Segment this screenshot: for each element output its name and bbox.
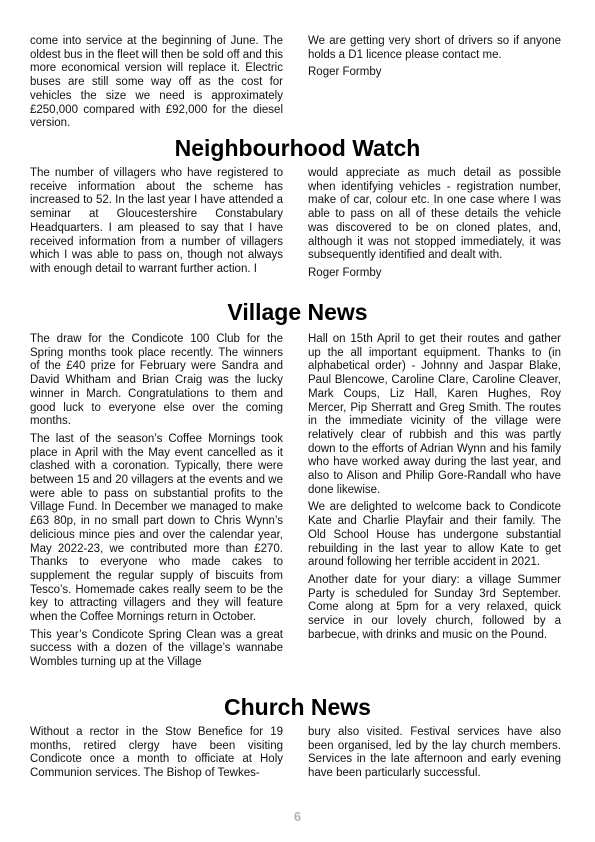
author-signature: Roger Formby [308,66,382,79]
church-news-left-column [30,726,283,785]
paragraph: The number of villagers who have registered to receive information about the scheme has increased to 52. In the last year I have attended a seminar at Gloucestershire Constabulary Headquarters. I am pleased to say that I have received information from a number of villagers which I was able to pass on, though not always with enough detail to warrant further action. I [30,167,283,275]
paragraph: bury also visited. Festival services have also been organised, led by the lay church members. Services in the late afternoon and early evening have been particularly successful. [308,726,561,780]
neighbourhood-watch-left-column [30,167,283,281]
paragraph: We are delighted to welcome back to Condicote Kate and Charlie Playfair and their family. The Old School House has undergone substantial rebuilding in the last year to allow Kate to get around following her terrible accident in 2021. [308,501,561,569]
paragraph: would appreciate as much detail as possible when identifying vehicles - registration number, make of car, colour etc. In one case where I was able to pass on all of these details the vehicle was discovered to be on cloned plates, and, although it was not stopped immediately, it was subsequently identified and dealt with. [308,167,561,262]
paragraph: We are getting very short of drivers so if anyone holds a D1 licence please contact me. [308,35,561,61]
author-signature: Roger Formby [308,266,382,279]
church-news-heading: Church News [224,694,371,720]
paragraph: Without a rector in the Stow Benefice for 19 months, retired clergy have been visiting Condicote once a month to officiate at Holy Communion services. The Bishop of Tewkes- [30,726,283,780]
paragraph: The draw for the Condicote 100 Club for the Spring months took place recently. The winners of the £40 prize for February were Sandra and David Whitham and Brian Craig was the lucky winner in March. Congratulations to them and good luck to everyone else over the coming months. [30,333,283,428]
paragraph: The last of the season’s Coffee Mornings took place in April with the May event cancelled as it clashed with a coronation. Typically, there were between 15 and 20 villagers at the events and we were able to pass on substantial profits to the Village Fund. In December we managed to make £63 80p, in no small part down to Chris Wynn’s delicious mince pies and over the calendar year, May 2022-23, we contributed more than £270. Thanks to everyone who made cakes to supplement the regular supply of biscuits from Tesco’s. Homemade cakes really seem to be the key to attracting villagers and they will feature when the Coffee Mornings return in October. [30,432,283,624]
bus-article-right-column [308,35,561,84]
paragraph: This year’s Condicote Spring Clean was a great success with a dozen of the village’s wannabe Wombles turning up at the Village [30,628,283,669]
paragraph: come into service at the beginning of June. The oldest bus in the fleet will then be sold off and this more economical version will replace it. Electric buses are still some way off as the cost for vehicles the size we need is approximately £250,000 compared with £92,000 for the diesel version. [30,35,283,130]
paragraph: Hall on 15th April to get their routes and gather up the all important equipment. Thanks to (in alphabetical order) - Johnny and Jaspar Blake, Paul Blencowe, Caroline Clare, Caroline Cleaver, Mark Coups, Liz Hall, Karen Hughes, Roy Mercer, Pip Sherratt and Greg Smith. The routes in the immediate vicinity of the village were relatively clear of rubbish and this was partly down to the efforts of Adrian Wynn and his family who have worked away during the last year, and also to Alison and Philip Gore-Randall who have done likewise. [308,333,561,496]
paragraph: Another date for your diary: a village Summer Party is scheduled for Sunday 3rd September. Come along at 5pm for a very relaxed, quick service in our lovely church, followed by a barbecue, with drinks and music on the Pound. [308,573,561,641]
village-news-heading: Village News [227,299,368,325]
bus-article-left-column [30,35,283,135]
neighbourhood-watch-right-column [308,167,561,285]
village-news-left-column [30,333,283,674]
village-news-right-column [308,333,561,646]
neighbourhood-watch-heading: Neighbourhood Watch [174,135,421,161]
church-news-right-column [308,726,561,785]
page-number: 6 [293,809,302,824]
